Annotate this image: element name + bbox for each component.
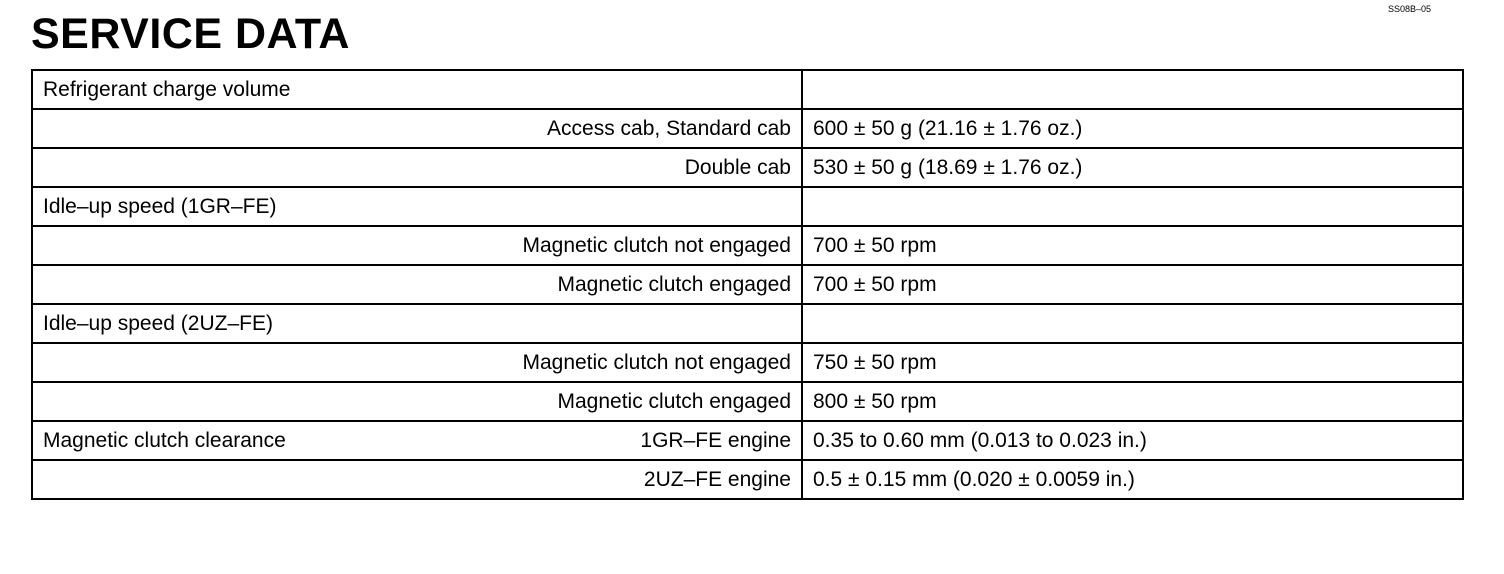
spec-label-cell xyxy=(32,460,802,499)
service-data-table xyxy=(31,69,1464,500)
table-row xyxy=(32,382,1463,421)
spec-condition: Magnetic clutch engaged xyxy=(557,272,791,296)
spec-value-cell xyxy=(802,70,1463,109)
spec-value-cell xyxy=(802,187,1463,226)
table-row xyxy=(32,265,1463,304)
spec-label-cell xyxy=(32,109,802,148)
spec-condition: 2UZ–FE engine xyxy=(643,467,791,491)
spec-value-cell: 700 ± 50 rpm xyxy=(802,265,1463,304)
spec-label-cell xyxy=(32,226,802,265)
spec-condition: Magnetic clutch not engaged xyxy=(522,350,791,374)
spec-label-cell xyxy=(32,304,802,343)
spec-label-cell xyxy=(32,187,802,226)
spec-label-cell xyxy=(32,70,802,109)
spec-split-label xyxy=(43,429,791,453)
spec-label-cell xyxy=(32,421,802,460)
spec-value-cell: 0.35 to 0.60 mm (0.013 to 0.023 in.) xyxy=(802,421,1463,460)
spec-value-cell: 600 ± 50 g (21.16 ± 1.76 oz.) xyxy=(802,109,1463,148)
spec-label-cell xyxy=(32,382,802,421)
spec-value-cell: 530 ± 50 g (18.69 ± 1.76 oz.) xyxy=(802,148,1463,187)
table-row xyxy=(32,148,1463,187)
page-title: SERVICE DATA xyxy=(31,10,350,58)
spec-condition: 1GR–FE engine xyxy=(640,428,791,452)
table-row xyxy=(32,109,1463,148)
spec-value-cell: 750 ± 50 rpm xyxy=(802,343,1463,382)
table-row xyxy=(32,187,1463,226)
spec-condition: Magnetic clutch engaged xyxy=(557,389,791,413)
spec-value-cell: 700 ± 50 rpm xyxy=(802,226,1463,265)
spec-condition: Magnetic clutch not engaged xyxy=(522,233,791,257)
spec-heading: Idle–up speed (1GR–FE) xyxy=(43,194,277,218)
spec-value-cell: 800 ± 50 rpm xyxy=(802,382,1463,421)
spec-label-cell xyxy=(32,265,802,304)
table-row xyxy=(32,343,1463,382)
spec-heading: Idle–up speed (2UZ–FE) xyxy=(43,311,273,335)
table-row xyxy=(32,421,1463,460)
spec-condition: Access cab, Standard cab xyxy=(547,116,791,140)
table-row xyxy=(32,304,1463,343)
spec-heading: Magnetic clutch clearance xyxy=(43,428,286,452)
spec-heading: Refrigerant charge volume xyxy=(43,77,291,101)
spec-value-cell: 0.5 ± 0.15 mm (0.020 ± 0.0059 in.) xyxy=(802,460,1463,499)
spec-value-cell xyxy=(802,304,1463,343)
spec-label-cell xyxy=(32,343,802,382)
document-code: SS08B–05 xyxy=(1388,4,1432,14)
spec-condition: Double cab xyxy=(684,155,791,179)
table-row xyxy=(32,226,1463,265)
table-row xyxy=(32,70,1463,109)
spec-label-cell xyxy=(32,148,802,187)
table-row xyxy=(32,460,1463,499)
